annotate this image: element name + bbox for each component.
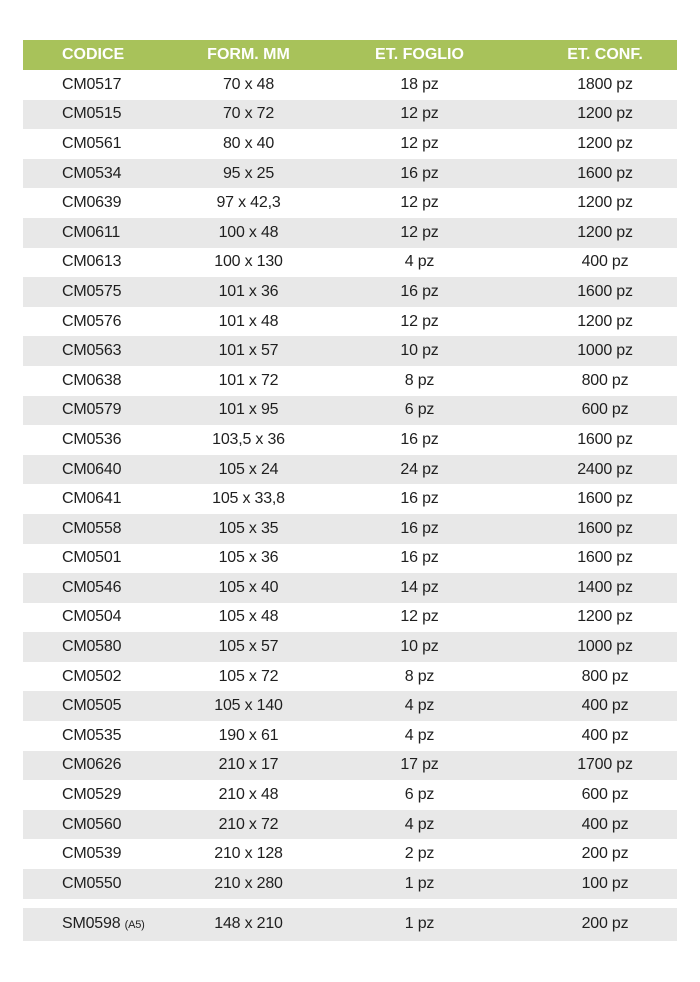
cell-format: 210 x 48 xyxy=(218,786,279,804)
cell-sheet: 4 pz xyxy=(404,253,435,271)
table-row xyxy=(23,662,677,692)
cell-sheet: 1 pz xyxy=(404,915,435,933)
cell-pack: 1600 pz xyxy=(577,519,633,537)
table-row xyxy=(23,455,677,485)
cell-pack: 1400 pz xyxy=(577,578,633,596)
cell-format: 105 x 33,8 xyxy=(212,490,285,508)
cell-sheet: 6 pz xyxy=(404,786,435,804)
cell-pack: 800 pz xyxy=(581,667,629,685)
cell-sheet: 4 pz xyxy=(404,697,435,715)
cell-code: CM0641 xyxy=(62,490,122,508)
cell-format: 97 x 42,3 xyxy=(216,194,281,212)
cell-pack: 600 pz xyxy=(581,786,629,804)
cell-code xyxy=(23,915,191,933)
cell-pack: 1200 pz xyxy=(577,194,633,212)
cell-format: 103,5 x 36 xyxy=(212,430,285,448)
table-row xyxy=(23,218,677,248)
cell-format: 101 x 57 xyxy=(218,342,279,360)
cell-code: CM0550 xyxy=(62,874,122,892)
cell-pack: 1000 pz xyxy=(577,342,633,360)
table-row xyxy=(23,396,677,426)
cell-pack: 1600 pz xyxy=(577,282,633,300)
table-row xyxy=(23,277,677,307)
cell-code: CM0546 xyxy=(62,578,122,596)
cell-code: CM0539 xyxy=(62,845,122,863)
cell-pack: 1600 pz xyxy=(577,430,633,448)
cell-pack: 1200 pz xyxy=(577,105,633,123)
header-et-conf: ET. CONF. xyxy=(567,46,643,63)
table-row xyxy=(23,307,677,337)
cell-code: CM0575 xyxy=(62,282,122,300)
cell-code: CM0640 xyxy=(62,460,122,478)
cell-format: 105 x 72 xyxy=(218,667,279,685)
cell-sheet: 16 pz xyxy=(400,490,439,508)
cell-sheet: 24 pz xyxy=(400,460,439,478)
cell-code: CM0563 xyxy=(62,342,122,360)
cell-pack: 400 pz xyxy=(581,253,629,271)
table-row-extra xyxy=(23,908,677,941)
table-row xyxy=(23,691,677,721)
cell-code: CM0638 xyxy=(62,371,122,389)
cell-format: 210 x 280 xyxy=(214,874,283,892)
table-row xyxy=(23,780,677,810)
cell-code: CM0560 xyxy=(62,815,122,833)
table-row xyxy=(23,129,677,159)
cell-code: CM0611 xyxy=(62,223,121,241)
cell-pack: 400 pz xyxy=(581,815,629,833)
cell-sheet: 12 pz xyxy=(400,105,439,123)
cell-sheet: 16 pz xyxy=(400,519,439,537)
cell-format: 210 x 17 xyxy=(218,756,279,774)
cell-sheet: 8 pz xyxy=(404,667,435,685)
cell-format: 148 x 210 xyxy=(214,915,283,933)
cell-format: 80 x 40 xyxy=(222,134,275,152)
table-row xyxy=(23,336,677,366)
cell-sheet: 12 pz xyxy=(400,223,439,241)
cell-code: CM0504 xyxy=(62,608,122,626)
cell-code: CM0626 xyxy=(62,756,122,774)
header-et-foglio: ET. FOGLIO xyxy=(375,46,464,63)
cell-code: CM0579 xyxy=(62,401,122,419)
cell-format: 210 x 72 xyxy=(218,815,279,833)
table-row xyxy=(23,544,677,574)
table-row xyxy=(23,484,677,514)
table-row xyxy=(23,573,677,603)
cell-code: CM0558 xyxy=(62,519,122,537)
table-body xyxy=(23,70,677,899)
cell-code: CM0534 xyxy=(62,164,122,182)
cell-pack: 1200 pz xyxy=(577,312,633,330)
cell-pack: 1600 pz xyxy=(577,549,633,567)
cell-format: 101 x 48 xyxy=(218,312,279,330)
table-row xyxy=(23,425,677,455)
cell-pack: 1200 pz xyxy=(577,223,633,241)
cell-sheet: 1 pz xyxy=(404,874,435,892)
table-row xyxy=(23,514,677,544)
cell-format: 105 x 48 xyxy=(218,608,279,626)
cell-sheet: 17 pz xyxy=(400,756,439,774)
cell-format: 101 x 95 xyxy=(218,401,279,419)
cell-code: CM0536 xyxy=(62,430,122,448)
cell-sheet: 12 pz xyxy=(400,134,439,152)
cell-pack: 400 pz xyxy=(581,697,629,715)
cell-format: 70 x 48 xyxy=(222,75,275,93)
cell-code: CM0535 xyxy=(62,726,122,744)
cell-format: 70 x 72 xyxy=(222,105,275,123)
cell-pack: 2400 pz xyxy=(577,460,633,478)
cell-pack: 400 pz xyxy=(581,726,629,744)
cell-format: 101 x 72 xyxy=(218,371,279,389)
cell-code: CM0502 xyxy=(62,667,122,685)
cell-pack: 1200 pz xyxy=(577,608,633,626)
cell-pack: 200 pz xyxy=(581,915,629,933)
cell-pack: 1000 pz xyxy=(577,638,633,656)
table-row xyxy=(23,248,677,278)
cell-sheet: 4 pz xyxy=(404,815,435,833)
table-row xyxy=(23,100,677,130)
table-row xyxy=(23,839,677,869)
table-row xyxy=(23,159,677,189)
cell-format: 101 x 36 xyxy=(218,282,279,300)
table-row xyxy=(23,721,677,751)
cell-pack: 1600 pz xyxy=(577,490,633,508)
cell-sheet: 10 pz xyxy=(400,342,439,360)
cell-format: 105 x 40 xyxy=(218,578,279,596)
table-row xyxy=(23,366,677,396)
cell-code: CM0639 xyxy=(62,194,122,212)
cell-sheet: 16 pz xyxy=(400,282,439,300)
cell-code: CM0529 xyxy=(62,786,122,804)
cell-sheet: 16 pz xyxy=(400,549,439,567)
cell-sheet: 12 pz xyxy=(400,608,439,626)
cell-format: 100 x 130 xyxy=(214,253,283,271)
cell-sheet: 10 pz xyxy=(400,638,439,656)
cell-pack: 600 pz xyxy=(581,401,629,419)
cell-pack: 1600 pz xyxy=(577,164,633,182)
cell-pack: 1200 pz xyxy=(577,134,633,152)
cell-format: 105 x 57 xyxy=(218,638,279,656)
table-row xyxy=(23,603,677,633)
cell-sheet: 16 pz xyxy=(400,164,439,182)
cell-sheet: 18 pz xyxy=(400,75,439,93)
cell-sheet: 16 pz xyxy=(400,430,439,448)
code-text: SM0598 xyxy=(62,915,121,933)
cell-sheet: 8 pz xyxy=(404,371,435,389)
cell-code: CM0515 xyxy=(62,105,122,123)
cell-code: CM0576 xyxy=(62,312,122,330)
table-row xyxy=(23,70,677,100)
cell-sheet: 4 pz xyxy=(404,726,435,744)
cell-sheet: 2 pz xyxy=(404,845,435,863)
cell-sheet: 12 pz xyxy=(400,312,439,330)
product-table xyxy=(23,40,677,941)
table-row xyxy=(23,869,677,899)
cell-format: 100 x 48 xyxy=(218,223,279,241)
cell-format: 105 x 24 xyxy=(218,460,279,478)
cell-pack: 1800 pz xyxy=(577,75,633,93)
cell-code: CM0505 xyxy=(62,697,122,715)
cell-code: CM0501 xyxy=(62,549,122,567)
cell-format: 210 x 128 xyxy=(214,845,283,863)
cell-code: CM0561 xyxy=(62,134,122,152)
cell-format: 95 x 25 xyxy=(222,164,275,182)
cell-format: 105 x 140 xyxy=(214,697,283,715)
cell-pack: 100 pz xyxy=(581,874,629,892)
cell-pack: 1700 pz xyxy=(577,756,633,774)
cell-code: CM0517 xyxy=(62,75,122,93)
header-form-mm: FORM. MM xyxy=(207,46,290,63)
cell-format: 105 x 35 xyxy=(218,519,279,537)
table-header xyxy=(23,40,677,70)
cell-format: 190 x 61 xyxy=(218,726,279,744)
table-row xyxy=(23,632,677,662)
cell-sheet: 6 pz xyxy=(404,401,435,419)
table-row xyxy=(23,188,677,218)
code-note: (A5) xyxy=(124,919,145,932)
table-row xyxy=(23,751,677,781)
cell-sheet: 14 pz xyxy=(400,578,439,596)
cell-code: CM0613 xyxy=(62,253,122,271)
cell-pack: 200 pz xyxy=(581,845,629,863)
cell-pack: 800 pz xyxy=(581,371,629,389)
cell-sheet: 12 pz xyxy=(400,194,439,212)
header-codice: CODICE xyxy=(62,46,125,63)
table-row xyxy=(23,810,677,840)
cell-format: 105 x 36 xyxy=(218,549,279,567)
cell-code: CM0580 xyxy=(62,638,122,656)
